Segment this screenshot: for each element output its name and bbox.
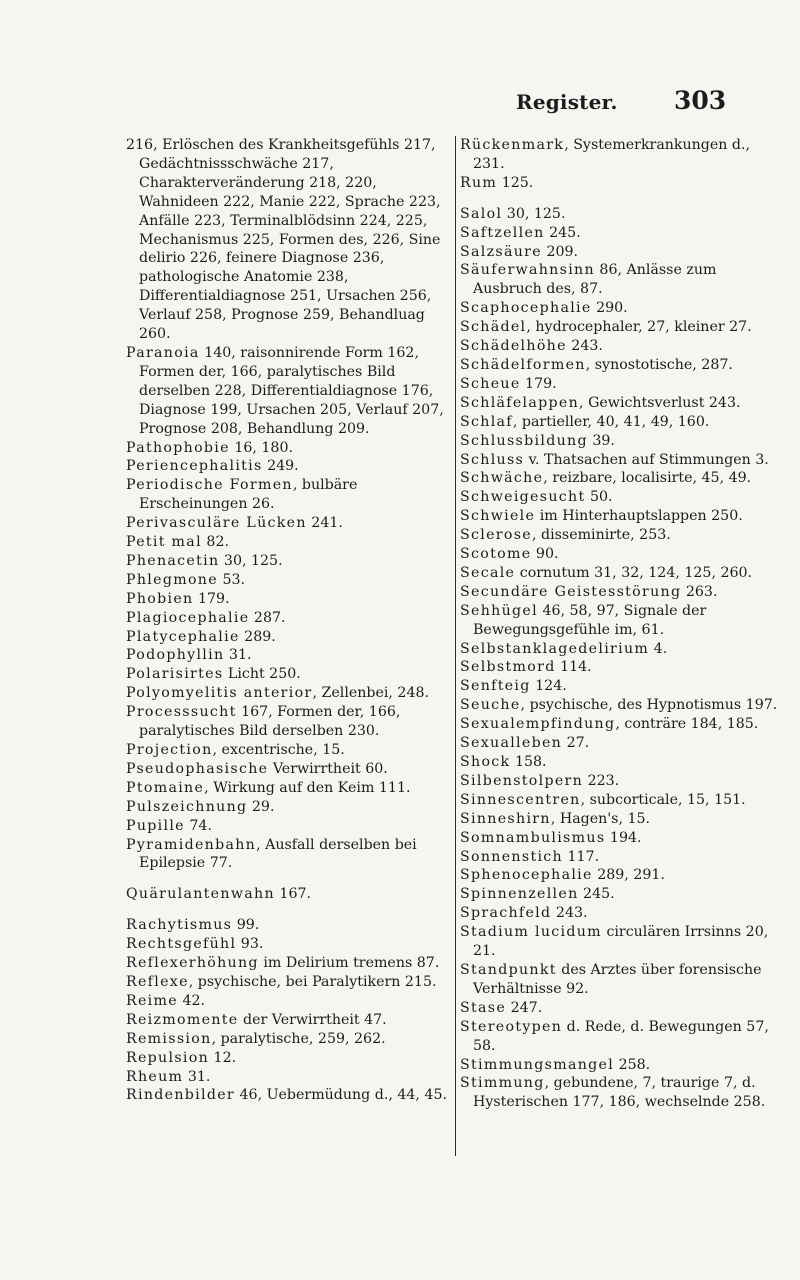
index-term: Saftzellen — [460, 224, 545, 241]
index-entry — [126, 741, 451, 760]
index-references: , Gewichtsverlust 243. — [579, 394, 741, 411]
index-term: Periodische Formen — [126, 477, 293, 494]
index-entry — [460, 413, 785, 432]
index-term: Sprachfeld — [460, 905, 552, 922]
index-entry — [460, 564, 785, 583]
index-term: Petit mal — [126, 534, 202, 551]
index-entry — [126, 628, 451, 647]
index-references: 27. — [562, 735, 590, 752]
index-entry — [126, 344, 451, 439]
index-references: , Ausfall derselben bei Epilepsie 77. — [139, 836, 417, 872]
index-column-right — [460, 136, 785, 1112]
index-term: Stimmung — [460, 1075, 545, 1092]
index-entry — [126, 457, 451, 476]
index-references: der Verwirrtheit 47. — [238, 1011, 387, 1028]
index-entry — [126, 817, 451, 836]
index-entry — [460, 658, 785, 677]
index-term: Salol — [460, 205, 503, 222]
index-entry — [460, 375, 785, 394]
index-term: Reflexerhöhung — [126, 955, 259, 972]
index-entry — [126, 646, 451, 665]
index-references: 243. — [551, 905, 588, 922]
index-references: 125. — [497, 174, 534, 191]
index-term: Pulszeichnung — [126, 798, 248, 815]
index-entry — [460, 583, 785, 602]
index-term: Reizmomente — [126, 1011, 239, 1028]
index-entry — [126, 665, 451, 684]
index-entry — [126, 1011, 451, 1030]
index-term: Phobien — [126, 590, 194, 607]
index-references: Verwirrtheit 60. — [268, 760, 388, 777]
index-term: Periencephalitis — [126, 458, 263, 475]
index-entry — [460, 923, 785, 961]
index-term: Sexualempfindung — [460, 716, 616, 733]
index-term: Reflexe — [126, 973, 189, 990]
index-references: , hydrocephaler, 27, kleiner 27. — [526, 319, 752, 336]
index-references: 167, Formen der, 166, paralytisches Bild derselben 230. — [139, 704, 401, 740]
index-entry — [126, 935, 451, 954]
index-references: Licht 250. — [223, 666, 301, 683]
index-references: , disseminirte, 253. — [532, 527, 671, 544]
index-entry — [460, 696, 785, 715]
index-references: 46, 58, 97, Signale der Bewegungsgefühle im, 61. — [473, 602, 707, 638]
index-term: Secundäre Geistesstörung — [460, 583, 682, 600]
index-entry — [126, 779, 451, 798]
index-entry — [460, 545, 785, 564]
index-term: Selbstmord — [460, 659, 556, 676]
index-entry — [460, 1056, 785, 1075]
index-entry — [126, 703, 451, 741]
index-term: Rheum — [126, 1068, 184, 1085]
index-references: , reizbare, localisirte, 45, 49. — [543, 470, 752, 487]
index-references: 216, Erlöschen des Krankheitsgefühls 217, Gedächtnissschwäche 217, Charakterveränderung 218, 220, Wahnideen 222, Manie 222, Sprache 223, Anfälle 223, Terminalblödsinn 224, 225, Mechanismus 225, Formen des, 226, Sine delirio 226, feinere Diagnose 236, pathologische Anatomie 238, Differentialdiagnose 251, Ursachen 256, Verlauf 258, Prognose 259, Behandluag 260. — [126, 137, 441, 343]
index-term: Senfteig — [460, 678, 531, 695]
running-head: Register. — [516, 90, 618, 114]
index-entry — [460, 904, 785, 923]
index-references: 31. — [224, 647, 252, 664]
index-entry — [126, 136, 451, 344]
index-references: 158. — [510, 754, 547, 770]
index-term: Remission — [126, 1030, 212, 1047]
index-term: Stase — [460, 999, 507, 1016]
index-term: Spinnenzellen — [460, 886, 579, 903]
index-term: Perivasculäre Lücken — [126, 515, 307, 532]
index-references: , Systemerkrankungen d., 231. — [473, 137, 751, 172]
index-references: im Delirium tremens 87. — [258, 955, 440, 972]
index-entry — [460, 640, 785, 659]
index-entry — [460, 602, 785, 640]
index-term: Rindenbilder — [126, 1087, 235, 1104]
index-entry — [460, 677, 785, 696]
index-references: 12. — [209, 1049, 237, 1066]
index-entry — [126, 476, 451, 514]
index-term: Stadium lucidum — [460, 924, 602, 941]
index-term: Schlaf — [460, 413, 513, 430]
index-term: Schädel — [460, 319, 527, 336]
index-term: Schweigesucht — [460, 489, 586, 506]
index-term: Sinneshirn — [460, 810, 551, 827]
index-term: Schädelformen — [460, 356, 586, 373]
index-entry — [126, 992, 451, 1011]
index-entry — [460, 810, 785, 829]
index-references: , paralytische, 259, 262. — [211, 1030, 386, 1047]
index-term: Phenacetin — [126, 552, 220, 569]
index-term: Scotome — [460, 546, 532, 563]
index-term: Stereotypen — [460, 1018, 563, 1035]
index-term: Säuferwahnsinn — [460, 262, 595, 279]
index-entry — [460, 772, 785, 791]
index-references: , subcorticale, 15, 151. — [580, 791, 746, 808]
index-term: Platycephalie — [126, 628, 240, 645]
index-references: , synostotische, 287. — [585, 356, 733, 373]
index-term: Seuche — [460, 697, 521, 714]
index-references: , Hagen's, 15. — [550, 810, 651, 827]
page-number: 303 — [674, 86, 727, 115]
index-entry — [460, 394, 785, 413]
index-term: Silbenstolpern — [460, 772, 584, 789]
index-references: 241. — [306, 515, 343, 532]
index-term: Salzsäure — [460, 243, 542, 260]
index-references: circulären Irrsinns 20, 21. — [473, 924, 769, 960]
index-references: v. Thatsachen auf Stimmungen 3. — [524, 451, 769, 468]
index-term: Schädelhöhe — [460, 338, 567, 355]
index-references: 29. — [247, 798, 275, 815]
index-entry — [126, 684, 451, 703]
index-entry — [126, 1030, 451, 1049]
index-references: 39. — [587, 432, 615, 449]
index-term: Rückenmark — [460, 137, 565, 153]
index-term: Schluss — [460, 451, 525, 468]
index-entry — [126, 885, 451, 904]
index-entry — [460, 261, 785, 299]
index-references: 140, raisonnirende Form 162, Formen der, 166, paralytisches Bild derselben 228, Differentialdiagnose 176, Diagnose 199, Ursachen 205, Verlauf 207, Prognose 208, Behandlung 209. — [139, 344, 444, 437]
index-references: 179. — [520, 375, 557, 392]
index-references: 46, Uebermüdung d., 44, 45. — [235, 1087, 447, 1104]
index-entry — [460, 174, 785, 193]
index-entry — [126, 552, 451, 571]
index-entry — [460, 507, 785, 526]
index-references: , gebundene, 7, traurige 7, d. Hysterischen 177, 186, wechselnde 258. — [473, 1075, 766, 1111]
index-references: 42. — [177, 992, 206, 1009]
index-term: Schwiele — [460, 508, 536, 525]
column-divider — [455, 136, 456, 1156]
index-entry — [126, 439, 451, 458]
index-references: 4. — [649, 640, 668, 657]
index-references: 249. — [262, 458, 299, 475]
index-entry — [126, 514, 451, 533]
index-references: 245. — [578, 886, 615, 903]
index-term: Sexualleben — [460, 735, 563, 752]
index-references: 86, Anlässe zum Ausbruch des, 87. — [473, 262, 717, 298]
index-term: Reime — [126, 992, 178, 1009]
index-entry — [460, 488, 785, 507]
index-entry — [460, 829, 785, 848]
index-references: 16, 180. — [229, 439, 293, 456]
index-references: 287. — [249, 609, 286, 626]
index-term: Scaphocephalie — [460, 300, 592, 317]
index-entry — [460, 715, 785, 734]
index-entry — [126, 590, 451, 609]
index-references: 30, 125. — [502, 205, 566, 222]
index-references: 167. — [274, 886, 312, 903]
index-references: 243. — [566, 338, 603, 355]
index-term: Pyramidenbahn — [126, 836, 257, 853]
index-term: Podophyllin — [126, 647, 225, 664]
index-term: Rechtsgefühl — [126, 936, 237, 953]
index-entry — [460, 432, 785, 451]
index-entry — [460, 299, 785, 318]
index-entry — [460, 1074, 785, 1112]
index-term: Ptomaine — [126, 779, 205, 796]
index-term: Rum — [460, 174, 498, 191]
index-references: 50. — [585, 489, 613, 506]
index-references: , psychische, des Hypnotismus 197. — [520, 697, 778, 714]
index-term: Sphenocephalie — [460, 867, 593, 884]
index-entry — [126, 1068, 451, 1087]
index-term: Sonnenstich — [460, 848, 563, 865]
index-entry — [126, 533, 451, 552]
index-references: 90. — [531, 546, 559, 563]
index-column-left — [126, 136, 451, 1105]
index-entry — [460, 451, 785, 470]
index-references: , conträre 184, 185. — [615, 716, 759, 733]
index-term: Scheue — [460, 375, 521, 392]
index-entry — [126, 571, 451, 590]
index-entry — [460, 205, 785, 224]
index-entry — [460, 1018, 785, 1056]
index-references: 82. — [201, 534, 229, 551]
index-entry — [126, 1086, 451, 1105]
index-term: Shock — [460, 754, 511, 770]
index-references: , partieller, 40, 41, 49, 160. — [512, 413, 710, 430]
index-term: Processsucht — [126, 704, 237, 721]
index-references: 74. — [184, 817, 212, 834]
index-term: Plagiocephalie — [126, 609, 250, 626]
index-entry — [460, 848, 785, 867]
index-references: 114. — [555, 659, 592, 676]
index-references: 124. — [530, 678, 567, 695]
index-entry — [126, 1049, 451, 1068]
index-entry — [460, 961, 785, 999]
index-term: Polyomyelitis anterior — [126, 685, 313, 702]
index-entry — [126, 798, 451, 817]
index-references: 209. — [541, 243, 579, 260]
index-references: 247. — [506, 999, 543, 1016]
index-references: , psychische, bei Paralytikern 215. — [188, 973, 437, 990]
index-term: Projection — [126, 742, 213, 758]
index-term: Paranoia — [126, 344, 200, 361]
index-entry — [460, 318, 785, 337]
index-term: Pupille — [126, 817, 185, 834]
index-entry — [460, 753, 785, 772]
index-entry — [126, 954, 451, 973]
index-term: Sehhügel — [460, 602, 538, 619]
index-entry — [126, 836, 451, 874]
index-entry — [460, 526, 785, 545]
index-entry — [460, 469, 785, 488]
index-references: 289. — [239, 628, 276, 645]
index-term: Secale — [460, 564, 516, 581]
index-references: 263. — [681, 583, 718, 600]
index-references: 30, 125. — [219, 552, 283, 569]
index-entry — [460, 866, 785, 885]
index-references: 117. — [562, 848, 600, 865]
index-references: 289, 291. — [592, 867, 665, 884]
index-references: d. Rede, d. Bewegungen 57, 58. — [473, 1018, 769, 1054]
index-references: 31. — [183, 1068, 211, 1085]
index-references: 179. — [193, 590, 230, 607]
index-references: im Hinterhauptslappen 250. — [535, 508, 743, 525]
index-term: Repulsion — [126, 1049, 210, 1066]
index-entry — [460, 356, 785, 375]
index-term: Quärulantenwahn — [126, 886, 275, 903]
index-entry — [126, 916, 451, 935]
index-term: Rachytismus — [126, 917, 233, 934]
index-term: Somnambulismus — [460, 829, 606, 846]
index-references: , bulbäre Erscheinungen 26. — [139, 477, 358, 513]
index-references: des Arztes über forensische Verhältnisse 92. — [473, 961, 762, 997]
index-term: Phlegmone — [126, 571, 218, 588]
index-references: 258. — [614, 1056, 651, 1073]
index-references: cornutum 31, 32, 124, 125, 260. — [515, 564, 753, 581]
index-entry — [460, 224, 785, 243]
index-term: Schlussbildung — [460, 432, 588, 449]
index-term: Schwäche — [460, 470, 544, 487]
page-header — [0, 80, 800, 116]
index-entry — [460, 999, 785, 1018]
index-term: Selbstanklagedelirium — [460, 640, 650, 657]
index-references: 53. — [217, 571, 246, 588]
index-references: , Wirkung auf den Keim 111. — [204, 779, 411, 796]
index-entry — [126, 609, 451, 628]
index-term: Sclerose — [460, 527, 532, 544]
index-term: Schläfelappen — [460, 394, 580, 411]
index-references: 194. — [605, 829, 642, 846]
index-references: 245. — [544, 224, 581, 241]
index-term: Polarisirtes — [126, 666, 224, 683]
index-entry — [460, 337, 785, 356]
index-entry — [460, 136, 785, 174]
index-references: , Zellenbei, 248. — [312, 685, 430, 702]
index-references: 99. — [232, 917, 260, 934]
index-references: , excentrische, 15. — [212, 742, 345, 758]
index-references: 290. — [591, 300, 628, 317]
index-entry — [460, 734, 785, 753]
index-references: 223. — [583, 772, 620, 789]
index-entry — [126, 760, 451, 779]
index-entry — [126, 973, 451, 992]
index-entry — [460, 243, 785, 262]
index-term: Sinnescentren — [460, 791, 581, 808]
index-references: 93. — [236, 936, 264, 953]
index-term: Pathophobie — [126, 439, 230, 456]
index-term: Standpunkt — [460, 961, 557, 978]
index-term: Stimmungsmangel — [460, 1056, 615, 1073]
index-entry — [460, 791, 785, 810]
index-term: Pseudophasische — [126, 760, 269, 777]
index-entry — [460, 885, 785, 904]
